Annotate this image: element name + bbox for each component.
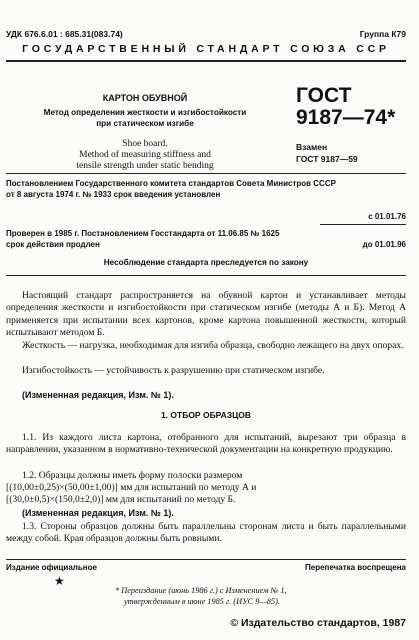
footnote-line-1: * Переиздание (июнь 1986 г.) с Изменением № 1, [115,586,287,595]
paragraph-1-3: 1.3. Стороны образцов должны быть параллельны сторонам листа и быть параллельными между собой. Края образцов должны быть ровными. [6,521,406,545]
official-edition: Издание официальное [6,563,97,572]
expiry-date: до 01.01.96 [362,240,406,249]
subtitle-line-2: при статическом изгибе [96,119,194,128]
paragraph-stiffness: Жесткость — нагрузка, необходимая для изгиба образца, свободно лежащего на двух опорах. [22,340,404,351]
effective-date-rule [320,224,406,225]
page-title: КАРТОН ОБУВНОЙ [102,93,188,103]
revision-line-1: Проверен в 1985 г. Постановлением Госстандарта от 11.06.85 № 1625 [6,229,280,238]
footnote-line-2: утвержденным в июне 1985 г. (ИУС 9—85). [124,597,280,606]
english-title [30,139,260,172]
paragraph-scope: Настоящий стандарт распространяется на обувной картон и устанавливает методы определения жесткости и изгибостойкости при статическом изгибе (методы А и Б). Метод А применяется при испытании всех картонов, кроме картона повышенной жесткости, который испытывают методом Б. [6,290,406,339]
amendment-note-1: (Измененная редакция, Изм. № 1). [22,390,174,400]
header-divider [6,60,406,62]
amendment-note-2: (Измененная редакция, Изм. № 1). [22,508,174,518]
paragraph-1-2-method-b: [(30,0±0,5)×(150,0±2,0)] мм для испытаний по методу Б. [6,494,236,505]
paragraph-1-2-intro: 1.2. Образцы должны иметь форму полоски размером [22,470,243,481]
section-heading: 1. ОТБОР ОБРАЗЦОВ [160,410,252,420]
star-icon: ★ [54,574,65,588]
replaces-value: ГОСТ 9187—59 [296,154,358,164]
english-title-line-2: Method of measuring stiffness and [79,150,211,160]
revision-line-2: срок действия продлен [6,240,100,249]
udk-code: УДК 676.6.01 : 685.31(083.74) [6,29,123,39]
paragraph-1-1: 1.1. Из каждого листа картона, отобранного для испытаний, вырезают три образца в направлении, указанном в нормативно-технической документации на конкретную продукцию. [6,432,406,456]
reprint-prohibited: Перепечатка воспрещена [305,563,406,572]
copyright: © Издательство стандартов, 1987 [230,617,406,629]
group-code: Группа К79 [359,29,406,39]
decree-divider [6,275,406,276]
legal-warning: Несоблюдение стандарта преследуется по закону [103,258,309,267]
decree-line-2: от 8 августа 1974 г. № 1933 срок введения установлен [6,190,221,199]
state-standard-banner: ГОСУДАРСТВЕННЫЙ СТАНДАРТ СОЮЗА ССР [22,43,390,55]
paragraph-1-2-method-a: [(10,00±0,25)×(50,00±1,00)] мм для испытаний по методу А и [6,482,257,493]
gost-number: 9187—74* [296,106,396,129]
english-title-line-3: tensile strength under static bending [76,161,214,171]
footer-divider [6,559,406,560]
english-title-line-1: Shoe board. [122,139,168,149]
subtitle-line-1: Метод определения жесткости и изгибостойкости [43,108,247,117]
paragraph-strength: Изгибостойкость — устойчивость к разрушению при статическом изгибе. [22,365,325,376]
effective-date: с 01.01.76 [368,212,406,221]
decree-line-1: Постановлением Государственного комитета стандартов Совета Министров СССР [6,179,336,188]
replaces-label: Взамен [296,142,328,152]
title-divider [6,173,406,174]
gost-label: ГОСТ [296,84,352,107]
